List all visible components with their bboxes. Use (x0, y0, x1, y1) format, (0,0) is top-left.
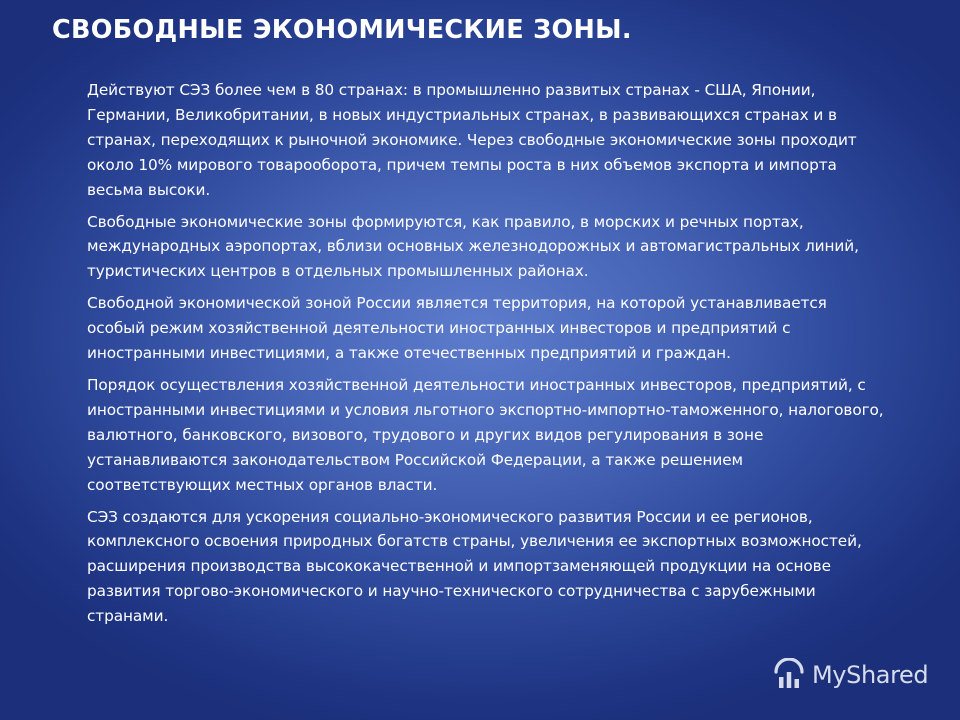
paragraph-sez-regulation: Порядок осуществления хозяйственной деятельности иностранных инвесторов, предприятий, с иностранными инвестициями и условия льготного экспортно-импортно-таможенного, налогового, валютного, банковского, визового, трудового и других видов регулирования в зоне устанавливаются законодательством Российской Федерации, а также решением соответствующих местных органов власти. (87, 375, 884, 494)
paragraph-sez-russia-definition: Свободной экономической зоной России является территория, на которой устанавливается особый режим хозяйственной деятельности иностранных инвесторов и предприятий с иностранными инвестициями, а также отечественных предприятий и граждан. (87, 294, 827, 363)
paragraph-sez-countries: Действуют СЭЗ более чем в 80 странах: в промышленно развитых странах - США, Японии, Германии, Великобритании, в новых индустриальных странах, в развивающихся странах и в странах, переходящих к рыночной экономике. Через свободные экономические зоны проходит около 10% мирового товарооборота, причем темпы роста в них объемов экспорта и импорта весьма высоки. (87, 81, 857, 199)
watermark-text: MyShared (812, 661, 929, 689)
myshared-watermark (772, 655, 928, 695)
paragraph-sez-purpose: СЭЗ создаются для ускорения социально-экономического развития России и ее регионов, комплексного освоения природных богатств страны, увеличения ее экспортных возможностей, расширения производства высококачественной и импортзаменяющей продукции на основе развития торгово-экономического и научно-технического сотрудничества с зарубежными странами. (87, 507, 862, 626)
slide-title: СВОБОДНЫЕ ЭКОНОМИЧЕСКИЕ ЗОНЫ. (52, 15, 632, 45)
mysharedchart-logo-icon (772, 658, 806, 692)
slide-body (87, 78, 887, 636)
paragraph-sez-locations: Свободные экономические зоны формируются, как правило, в морских и речных портах, международных аэропортах, вблизи основных железнодорожных и автомагистральных линий, туристических центров в отдельных промышленных районах. (87, 212, 859, 281)
